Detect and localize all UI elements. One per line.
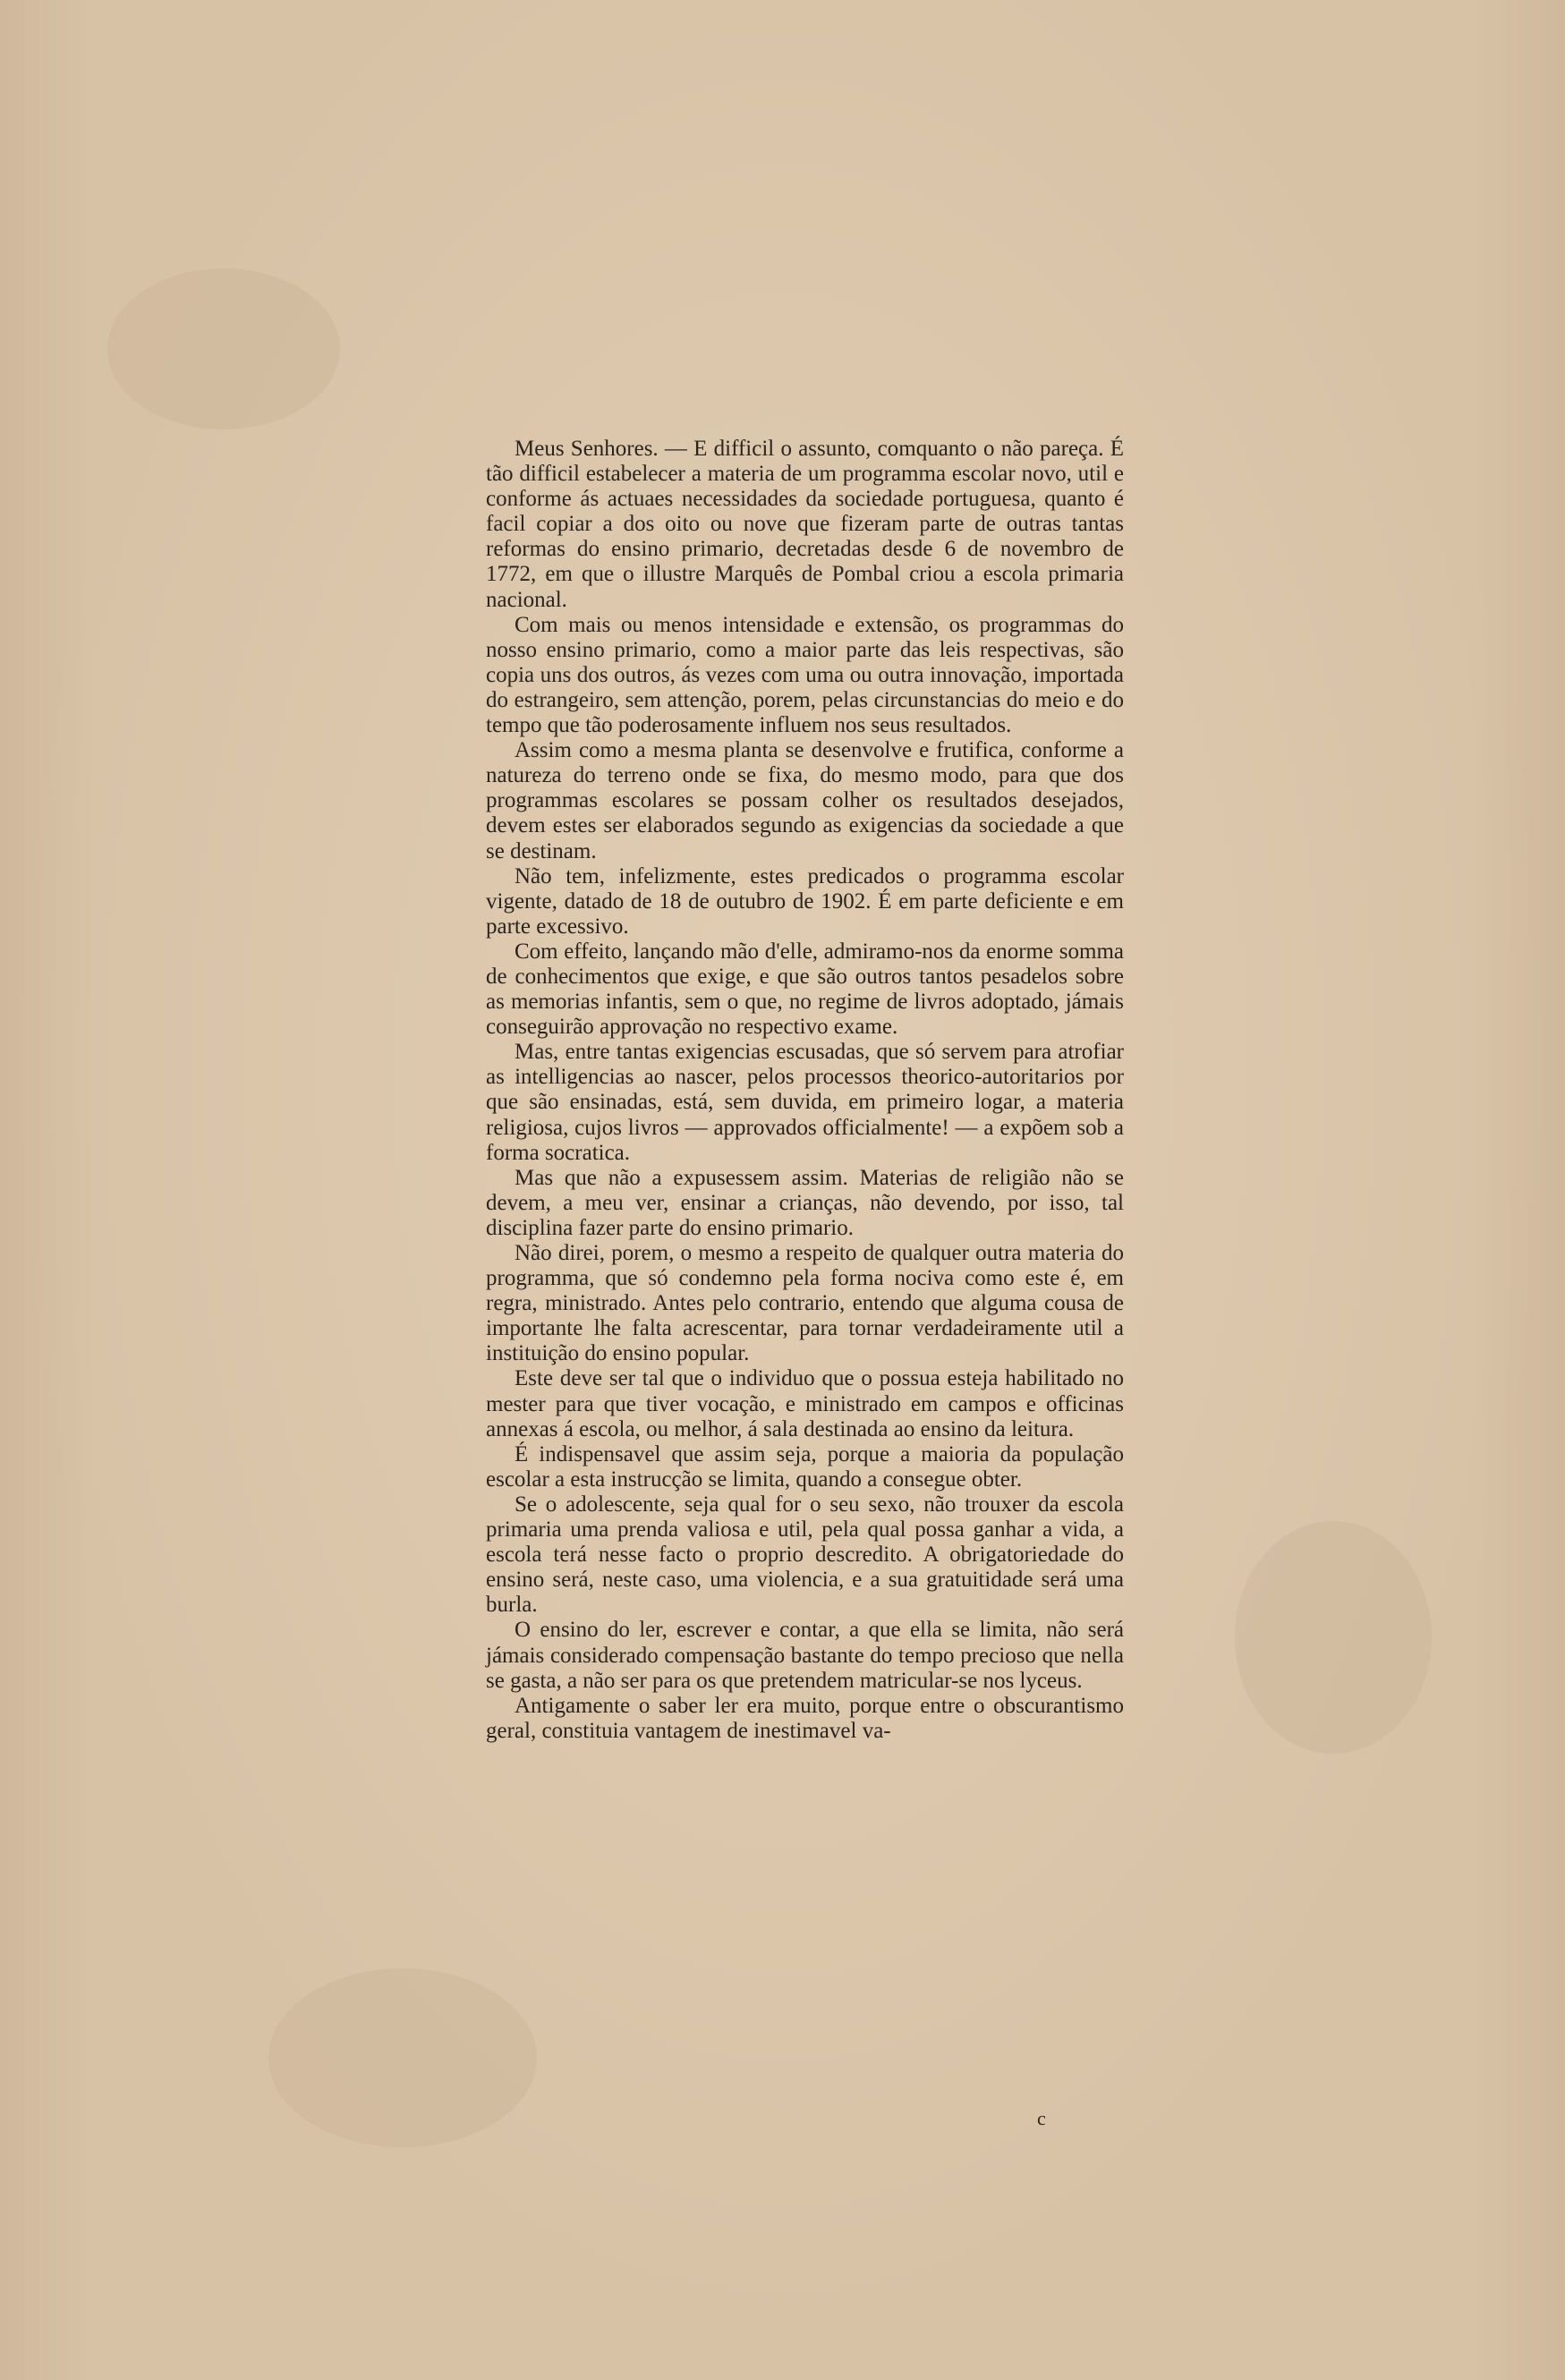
paragraph: Com mais ou menos intensidade e extensão, os programmas do nosso ensino primario, como a maior parte das leis respectivas, são copia uns dos outros, ás vezes com uma ou outra innovação, importada do estrangeiro, sem attenção, porem, pelas circunstancias do meio e do tempo que tão poderosamente influem nos seus resultados. — [486, 612, 1124, 738]
paragraph: Antigamente o saber ler era muito, porque entre o obscurantismo geral, constituia vantagem de inestimavel va- — [486, 1693, 1124, 1743]
paragraph: É indispensavel que assim seja, porque a maioria da população escolar a esta instrucção se limita, quando a consegue obter. — [486, 1441, 1124, 1492]
paper-stain — [107, 268, 340, 429]
paragraph: Assim como a mesma planta se desenvolve e frutifica, conforme a natureza do terreno onde se fixa, do mesmo modo, para que dos programmas escolares se possam colher os resultados desejados, devem estes ser elaborados segundo as exigencias da sociedade a que se destinam. — [486, 738, 1124, 863]
paragraph: Não direi, porem, o mesmo a respeito de qualquer outra materia do programma, que só condemno pela forma nociva como este é, em regra, ministrado. Antes pelo contrario, entendo que alguma cousa de importante lhe falta acrescentar, para tornar verdadeiramente util a instituição do ensino popular. — [486, 1241, 1124, 1366]
body-text — [486, 437, 1124, 1744]
paragraph: Não tem, infelizmente, estes predicados o programma escolar vigente, datado de 18 de outubro de 1902. É em parte deficiente e em parte excessivo. — [486, 863, 1124, 939]
paragraph: Mas que não a expusessem assim. Materias de religião não se devem, a meu ver, ensinar a crianças, não devendo, por isso, tal disciplina fazer parte do ensino primario. — [486, 1165, 1124, 1240]
paper-stain — [1235, 1521, 1432, 1754]
paragraph: O ensino do ler, escrever e contar, a que ella se limita, não será jámais considerado compensação bastante do tempo precioso que nella se gasta, a não ser para os que pretendem matricular-se nos lyceus. — [486, 1618, 1124, 1693]
paragraph: Se o adolescente, seja qual for o seu sexo, não trouxer da escola primaria uma prenda valiosa e util, pela qual possa ganhar a vida, a escola terá nesse facto o proprio descredito. A obrigatoriedade do ensino será, neste caso, uma violencia, e a sua gratuitidade será uma burla. — [486, 1492, 1124, 1618]
paper-stain — [268, 1968, 537, 2147]
paragraph: Meus Senhores. — E difficil o assunto, comquanto o não pareça. É tão difficil estabelecer a materia de um programma escolar novo, util e conforme ás actuaes necessidades da sociedade portuguesa, quanto é facil copiar a dos oito ou nove que fizeram parte de outras tantas reformas do ensino primario, decretadas desde 6 de novembro de 1772, em que o illustre Marquês de Pombal criou a escola primaria nacional. — [486, 437, 1124, 612]
paragraph: Este deve ser tal que o individuo que o possua esteja habilitado no mester para que tiver vocação, e ministrado em campos e officinas annexas á escola, ou melhor, á sala destinada ao ensino da leitura. — [486, 1366, 1124, 1441]
paragraph: Mas, entre tantas exigencias escusadas, que só servem para atrofiar as intelligencias ao nascer, pelos processos theorico-autoritarios por que são ensinadas, está, sem duvida, em primeiro logar, a materia religiosa, cujos livros — approvados officialmente! — a expõem sob a forma socratica. — [486, 1040, 1124, 1165]
signature-mark: c — [1037, 2107, 1046, 2129]
paragraph: Com effeito, lançando mão d'elle, admiramo-nos da enorme somma de conhecimentos que exige, e que são outros tantos pesadelos sobre as memorias infantis, sem o que, no regime de livros adoptado, jámais conseguirão approvação no respectivo exame. — [486, 939, 1124, 1040]
